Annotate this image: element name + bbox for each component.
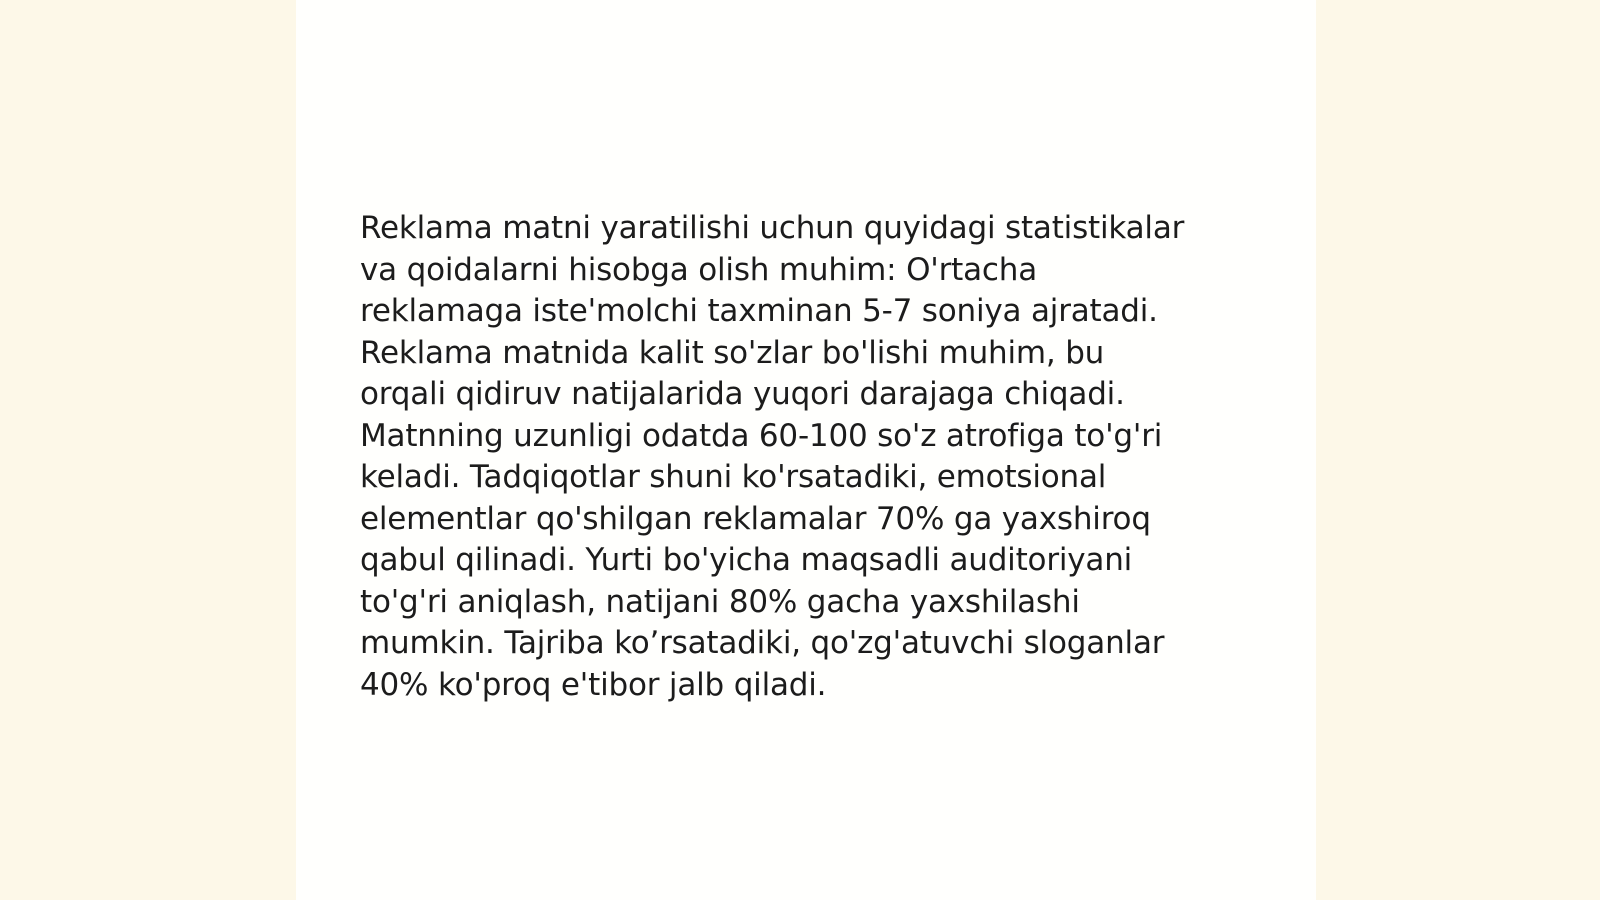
- document-page: [296, 0, 1316, 900]
- document-paragraph: Reklama matni yaratilishi uchun quyidagi statistikalar va qoidalarni hisobga olish muhim: O'rtacha reklamaga iste'molchi taxminan 5-7 soniya ajratadi. Reklama matnida kalit so'zlar bo'lishi muhim, bu orqali qidiruv natijalarida yuqori darajaga chiqadi. Matnning uzunligi odatda 60-100 so'z atrofiga to'g'ri keladi. Tadqiqotlar shuni ko'rsatadiki, emotsional elementlar qo'shilgan reklamalar 70% ga yaxshiroq qabul qilinadi. Yurti bo'yicha maqsadli auditoriyani to'g'ri aniqlash, natijani 80% gacha yaxshilashi mumkin. Tajriba ko’rsatadiki, qo'zg'atuvchi sloganlar 40% ko'proq e'tibor jalb qiladi.: [360, 210, 1185, 703]
